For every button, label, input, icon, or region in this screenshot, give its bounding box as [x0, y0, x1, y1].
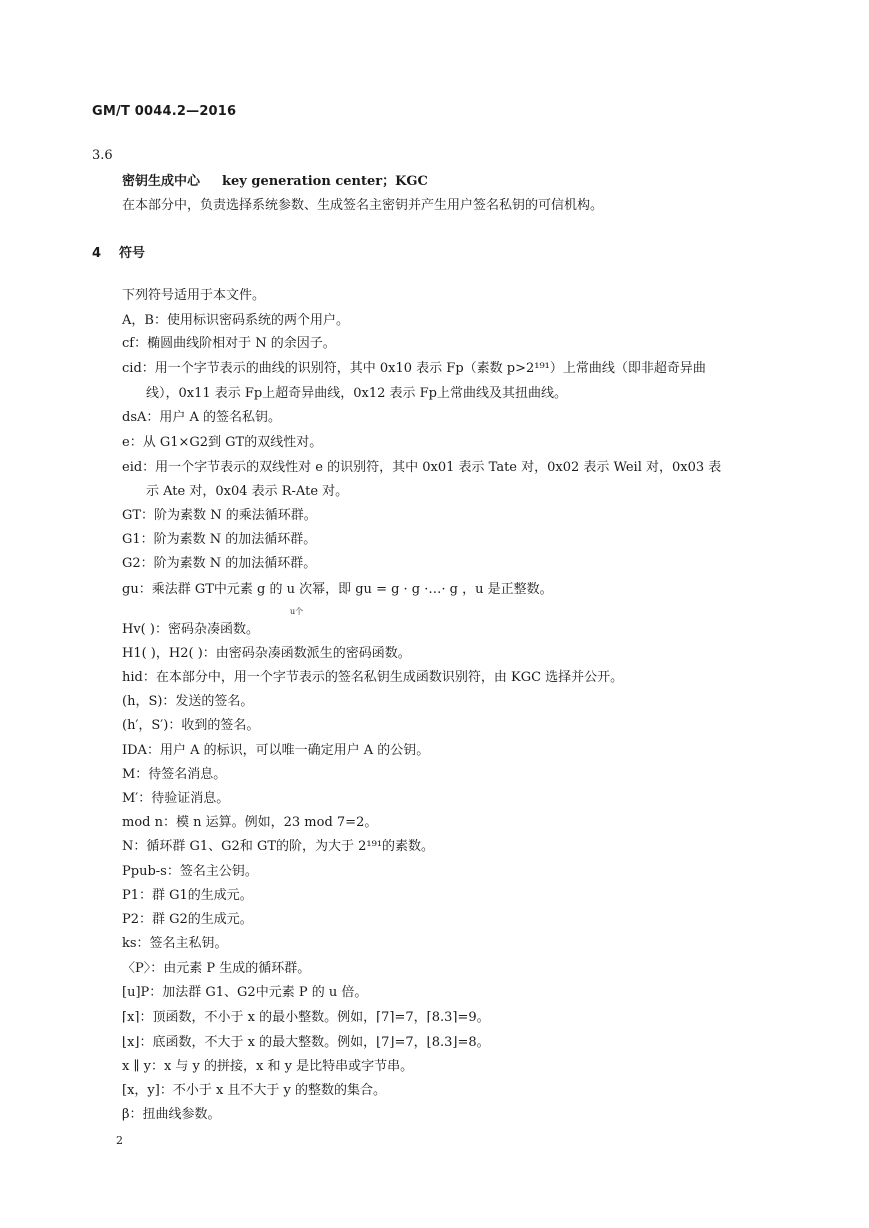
clause-number: 3.6: [92, 148, 113, 163]
symbol-line: GT：阶为素数 N 的乘法循环群。: [122, 508, 317, 523]
symbol-line: ⌈x⌉：顶函数，不小于 x 的最小整数。例如，⌈7⌉=7，⌈8.3⌉=9。: [122, 1010, 490, 1025]
section-number: 4: [92, 246, 102, 261]
symbol-line: (h′，S′)：收到的签名。: [122, 718, 260, 733]
term-en: key generation center；KGC: [222, 174, 428, 189]
section-heading: [92, 242, 145, 261]
symbol-line: 〈P〉：由元素 P 生成的循环群。: [122, 961, 311, 976]
symbol-line: A，B：使用标识密码系统的两个用户。: [122, 313, 349, 328]
symbol-line: [x，y]：不小于 x 且不大于 y 的整数的集合。: [122, 1083, 387, 1098]
symbol-line: M′：待验证消息。: [122, 791, 230, 806]
symbol-line: H1( )，H2( )：由密码杂凑函数派生的密码函数。: [122, 646, 411, 661]
symbol-line: G1：阶为素数 N 的加法循环群。: [122, 532, 317, 547]
term-zh: 密钥生成中心: [122, 174, 201, 189]
symbol-line: IDA：用户 A 的标识，可以唯一确定用户 A 的公钥。: [122, 743, 430, 758]
symbol-line: ks：签名主私钥。: [122, 936, 228, 951]
symbol-line: ⌊x⌋：底函数，不大于 x 的最大整数。例如，⌊7⌋=7，⌊8.3⌋=8。: [122, 1035, 490, 1050]
symbol-line: Ppub-s：签名主公钥。: [122, 864, 258, 879]
section-title: 符号: [119, 246, 146, 261]
term-definition: 在本部分中，负责选择系统参数、生成签名主密钥并产生用户签名私钥的可信机构。: [122, 198, 604, 213]
page-number: 2: [116, 1134, 123, 1147]
symbol-line: [u]P：加法群 G1、G2中元素 P 的 u 倍。: [122, 985, 368, 1000]
symbol-line: gu：乘法群 GT中元素 g 的 u 次幂，即 gu = g · g ·…· g ，u 是正整数。: [122, 582, 553, 597]
symbol-line: M：待签名消息。: [122, 767, 227, 782]
symbol-line: G2：阶为素数 N 的加法循环群。: [122, 556, 317, 571]
symbol-line: x ∥ y：x 与 y 的拼接，x 和 y 是比特串或字节串。: [122, 1059, 414, 1074]
symbol-line: P2：群 G2的生成元。: [122, 912, 253, 927]
symbol-line: dsA：用户 A 的签名私钥。: [122, 410, 282, 425]
symbol-line-continued: 示 Ate 对，0x04 表示 R-Ate 对。: [146, 484, 349, 499]
symbol-line: hid：在本部分中，用一个字节表示的签名私钥生成函数识别符，由 KGC 选择并公开。: [122, 670, 624, 685]
symbol-line: cid：用一个字节表示的曲线的识别符，其中 0x10 表示 Fp（素数 p>2¹⁹¹）上常曲线（即非超奇异曲: [122, 361, 706, 376]
document-id: GM/T 0044.2—2016: [92, 104, 237, 119]
symbol-line: P1：群 G1的生成元。: [122, 888, 253, 903]
symbol-line: eid：用一个字节表示的双线性对 e 的识别符，其中 0x01 表示 Tate 对，0x02 表示 Weil 对，0x03 表: [122, 460, 722, 475]
symbol-line: β：扭曲线参数。: [122, 1107, 221, 1122]
symbol-line: e：从 G1×G2到 GT的双线性对。: [122, 435, 323, 450]
symbol-line: N：循环群 G1、G2和 GT的阶，为大于 2¹⁹¹的素数。: [122, 839, 435, 854]
symbol-line: Hv( )：密码杂凑函数。: [122, 622, 259, 637]
underbrace-label: u个: [290, 607, 304, 616]
symbol-line: mod n：模 n 运算。例如，23 mod 7=2。: [122, 815, 378, 830]
symbol-line: 下列符号适用于本文件。: [122, 288, 266, 303]
symbol-line-continued: 线），0x11 表示 Fp上超奇异曲线，0x12 表示 Fp上常曲线及其扭曲线。: [146, 386, 568, 401]
symbol-line: cf：椭圆曲线阶相对于 N 的余因子。: [122, 336, 336, 351]
symbol-line: (h，S)：发送的签名。: [122, 694, 254, 709]
term-heading: [122, 170, 428, 189]
